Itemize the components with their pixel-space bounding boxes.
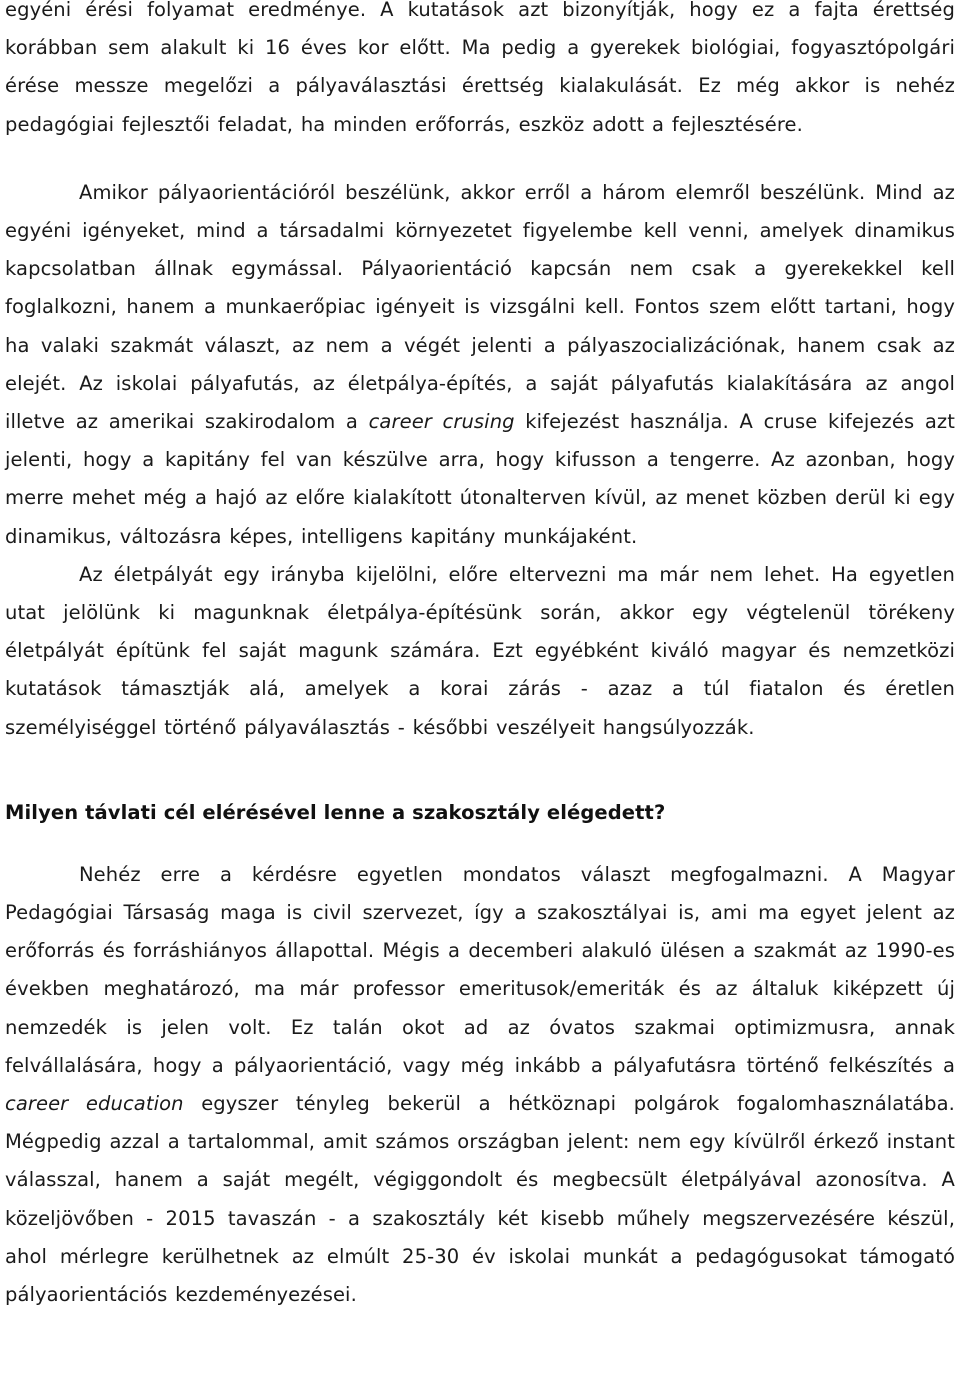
paragraph-text: Nehéz erre a kérdésre egyetlen mondatos választ megfogalmazni. A Magyar Pedagógiai Társaság maga is civil szervezet, így a szakosztályai is, ami ma egyet jelent az erőforrás és forráshiányos állapottal. Mégis a decemberi alakuló ülésen a szakmát az 1990-es években meghatározó, ma már professor emeritusok/emeriták és az általuk kiképzett új nemzedék is jelen volt. Ez talán okot ad az óvatos szakmai optimizmusra, annak felvállalására, hogy a pályaorientáció, vagy még inkább a pályafutásra történő felkészítés a bbox=[5, 862, 955, 1077]
paragraph-text: egyszer tényleg bekerül a hétköznapi polgárok fogalomhasználatába. Mégpedig azzal a tartalommal, amit számos országban jelent: nem egy kívülről érkező instant válasszal, hanem a saját megélt, végiggondolt és megbecsült életpályával azonosítva. A közeljövőben - 2015 tavaszán - a szakosztály két kisebb műhely megszervezésére készül, ahol mérlegre kerülhetnek az elmúlt 25-30 év iskolai munkát a pedagógusokat támogató pályaorientációs kezdeményezései. bbox=[5, 1092, 955, 1307]
paragraph-answer bbox=[5, 856, 955, 1314]
paragraph-life-path: Az életpályát egy irányba kijelölni, előre eltervezni ma már nem lehet. Ha egyetlen utat jelölünk ki magunknak életpálya-építésünk során, akkor egy végtelenül törékeny életpályát építünk fel saját magunk számára. Ezt egyébként kiváló magyar és nemzetközi kutatások támasztják alá, amelyek a korai zárás - azaz a túl fiatalon és éretlen személyiséggel történő pályaválasztás - későbbi veszélyeit hangsúlyozzák. bbox=[5, 562, 955, 739]
document-page bbox=[5, 0, 955, 1314]
paragraph-continuation: egyéni érési folyamat eredménye. A kutatások azt bizonyítják, hogy ez a fajta érettség korábban sem alakult ki 16 éves kor előtt. Ma pedig a gyerekek biológiai, fogyasztópolgári érése messze megelőzi a pályaválasztási érettség kialakulását. Ez még akkor is nehéz pedagógiai fejlesztői feladat, ha minden erőforrás, eszköz adott a fejlesztésére. bbox=[5, 0, 955, 136]
emphasis-term: career crusing bbox=[368, 410, 515, 434]
paragraph-career-orientation bbox=[5, 174, 955, 556]
paragraph-text: Amikor pályaorientációról beszélünk, akkor erről a három elemről beszélünk. Mind az egyéni igényeket, mind a társadalmi környezetet figyelembe kell venni, amelyek dinamikus kapcsolatban állnak egymással. Pályaorientáció kapcsán nem csak a gyerekekkel kell foglalkozni, hanem a munkaerőpiac igényeit is vizsgálni kell. Fontos szem előtt tartani, hogy ha valaki szakmát választ, az nem a végét jelenti a pályaszocializációnak, hanem csak az elejét. Az iskolai pályafutás, az életpálya-építés, a saját pályafutás kialakítására az angol illetve az amerikai szakirodalom a bbox=[5, 180, 955, 434]
paragraph-text: kifejezést használja. A cruse kifejezés azt jelenti, hogy a kapitány fel van készülve arra, hogy kifusson a tengerre. Az azonban, hogy merre mehet még a hajó az előre kialakított útonalterven kívül, az menet közben derül ki egy dinamikus, változásra képes, intelligens kapitány munkájaként. bbox=[5, 410, 955, 548]
emphasis-term: career education bbox=[5, 1092, 184, 1116]
section-heading: Milyen távlati cél elérésével lenne a szakosztály elégedett? bbox=[5, 800, 666, 824]
